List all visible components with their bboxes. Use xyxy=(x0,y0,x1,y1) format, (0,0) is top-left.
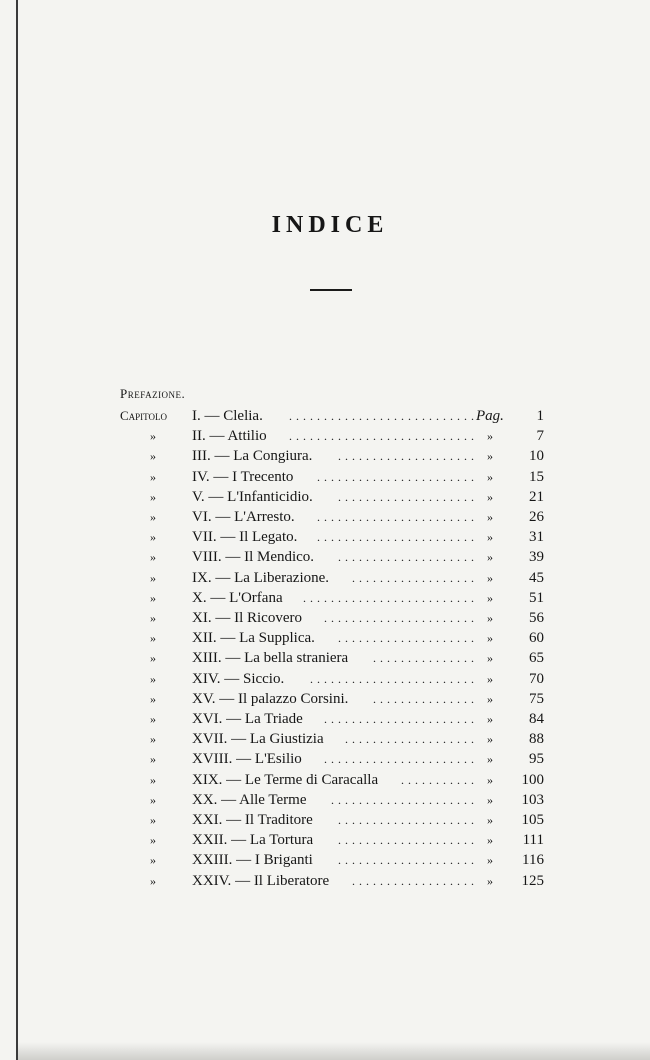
dot-leader: ............... xyxy=(373,691,478,706)
dot-leader: ........................... xyxy=(289,409,478,423)
page-ditto-mark: » xyxy=(487,449,493,464)
chapter-numeral: VIII. xyxy=(192,549,222,566)
ditto-mark: » xyxy=(150,792,156,807)
chapter-entry xyxy=(192,669,284,689)
chapter-title: Alle Terme xyxy=(239,791,307,808)
toc-row xyxy=(0,770,650,790)
chapter-entry xyxy=(192,830,313,850)
page-number: 51 xyxy=(529,589,544,606)
dot-leader: ........... xyxy=(401,772,478,787)
page-number: 75 xyxy=(529,690,544,707)
page-ditto-mark: » xyxy=(487,833,493,848)
page-number: 88 xyxy=(529,731,544,748)
toc-row xyxy=(0,588,650,608)
page-number: 116 xyxy=(522,852,544,869)
chapter-entry xyxy=(192,850,313,870)
chapter-entry xyxy=(192,628,315,648)
chapter-title: Le Terme di Caracalla xyxy=(244,771,379,788)
chapter-title: L'Arresto. xyxy=(234,509,295,525)
chapter-numeral: X. xyxy=(192,589,207,606)
chapter-title: Siccio. xyxy=(242,670,285,687)
chapter-numeral: XXIII. xyxy=(192,852,233,869)
chapter-numeral: XIX. xyxy=(192,771,223,788)
dot-leader: ....................... xyxy=(317,510,478,524)
page-number: 26 xyxy=(529,509,544,525)
ditto-mark: » xyxy=(150,510,156,524)
dot-leader: .................... xyxy=(338,489,478,504)
chapter-dash: — xyxy=(216,529,240,546)
chapter-entry xyxy=(192,790,307,810)
chapter-numeral: XVII. xyxy=(192,731,228,748)
page-ditto-mark: » xyxy=(487,813,493,827)
chapter-numeral: XV. xyxy=(192,690,216,707)
toc-row xyxy=(0,689,650,709)
page-ditto-mark: » xyxy=(487,469,493,484)
chapter-dash: — xyxy=(232,751,255,768)
dot-leader: ................... xyxy=(345,732,478,747)
chapter-dash: — xyxy=(200,408,224,424)
chapter-entry xyxy=(192,770,378,790)
chapter-dash: — xyxy=(227,832,250,849)
chapter-dash: — xyxy=(222,711,245,727)
toc-row xyxy=(0,749,650,769)
chapter-title: Il Legato. xyxy=(239,529,298,546)
dot-leader: .................... xyxy=(338,550,478,565)
chapter-dash: — xyxy=(221,549,245,566)
ditto-mark: » xyxy=(150,611,156,625)
ditto-mark: » xyxy=(150,772,156,787)
chapter-numeral: XIII. xyxy=(192,650,222,667)
chapter-title: Attilio xyxy=(227,428,267,445)
dot-leader: ..................... xyxy=(331,792,478,807)
toc-row xyxy=(0,810,650,830)
chapter-dash: — xyxy=(222,771,245,788)
pag-label: Pag. xyxy=(476,408,504,424)
chapter-dash: — xyxy=(211,509,235,525)
page-ditto-mark: » xyxy=(487,792,493,807)
title-rule xyxy=(310,289,352,291)
dot-leader: ...................... xyxy=(324,611,478,625)
chapter-entry xyxy=(192,426,267,446)
page-ditto-mark: » xyxy=(487,873,493,888)
dot-leader: .................. xyxy=(352,570,478,585)
page-number: 1 xyxy=(536,408,544,424)
toc-row xyxy=(0,507,650,527)
dot-leader: .................... xyxy=(338,813,478,827)
chapter-dash: — xyxy=(204,488,228,505)
page-number: 84 xyxy=(529,711,544,727)
ditto-mark: » xyxy=(150,469,156,484)
chapter-title: La Giustizia xyxy=(249,731,324,748)
ditto-mark: » xyxy=(150,429,156,444)
chapter-numeral: VII. xyxy=(192,529,217,546)
ditto-mark: » xyxy=(150,590,156,605)
page-ditto-mark: » xyxy=(487,550,493,565)
chapter-title: La Triade xyxy=(244,711,303,727)
page-bottom-shadow xyxy=(18,1042,650,1060)
chapter-numeral: XX. xyxy=(192,791,218,808)
chapter-entry xyxy=(192,547,314,567)
toc-row xyxy=(0,568,650,588)
chapter-title: L'Esilio xyxy=(254,751,302,768)
dot-leader: ........................... xyxy=(289,429,478,444)
page-ditto-mark: » xyxy=(487,611,493,625)
chapter-title: Clelia. xyxy=(223,408,263,424)
chapter-entry xyxy=(192,810,313,830)
ditto-mark: » xyxy=(150,691,156,706)
page-number: 65 xyxy=(529,650,544,667)
dot-leader: .................... xyxy=(338,631,478,646)
chapter-dash: — xyxy=(215,690,238,707)
ditto-mark: » xyxy=(150,489,156,504)
chapter-dash: — xyxy=(211,569,235,586)
chapter-title: L'Orfana xyxy=(229,589,283,606)
toc-row xyxy=(0,608,650,628)
dot-leader: ........................ xyxy=(310,671,478,686)
dot-leader: ....................... xyxy=(317,530,478,545)
chapter-numeral: III. xyxy=(192,448,211,465)
page-ditto-mark: » xyxy=(487,691,493,706)
toc-row xyxy=(0,729,650,749)
chapter-dash: — xyxy=(232,852,255,869)
page-number: 21 xyxy=(529,488,544,505)
chapter-title: La Tortura xyxy=(249,832,314,849)
dot-leader: ......................... xyxy=(303,590,478,605)
page-ditto-mark: » xyxy=(487,429,493,444)
toc-row xyxy=(0,547,650,567)
page-number: 45 xyxy=(529,569,544,586)
chapter-entry xyxy=(192,568,329,588)
page-number: 60 xyxy=(529,630,544,647)
chapter-dash: — xyxy=(220,670,243,687)
page-ditto-mark: » xyxy=(487,530,493,545)
page-number: 111 xyxy=(522,832,544,849)
chapter-entry xyxy=(192,689,348,709)
chapter-title: I Briganti xyxy=(254,852,313,869)
page-number: 125 xyxy=(521,872,544,889)
dot-leader: .................. xyxy=(352,873,478,888)
chapter-dash: — xyxy=(205,428,228,445)
ditto-mark: » xyxy=(150,853,156,868)
page-number: 95 xyxy=(529,751,544,768)
dot-leader: ............... xyxy=(373,651,478,666)
chapter-entry xyxy=(192,467,293,487)
dot-leader: ...................... xyxy=(324,752,478,767)
chapter-entry xyxy=(192,507,295,527)
toc-row xyxy=(0,871,650,891)
chapter-entry xyxy=(192,406,263,426)
chapter-dash: — xyxy=(221,650,245,667)
ditto-mark: » xyxy=(150,873,156,888)
chapter-title: Il Traditore xyxy=(244,812,313,828)
chapter-title: Il palazzo Corsini. xyxy=(237,690,349,707)
chapter-numeral: XI. xyxy=(192,610,212,626)
chapter-entry xyxy=(192,608,302,628)
toc-row xyxy=(0,648,650,668)
chapter-dash: — xyxy=(216,630,240,647)
toc-row xyxy=(0,850,650,870)
chapter-entry xyxy=(192,709,303,729)
chapter-numeral: VI. xyxy=(192,509,212,525)
chapter-dash: — xyxy=(211,610,235,626)
page-ditto-mark: » xyxy=(487,631,493,646)
chapter-numeral: II. xyxy=(192,428,206,445)
page-number: 31 xyxy=(529,529,544,546)
ditto-mark: » xyxy=(150,530,156,545)
page-ditto-mark: » xyxy=(487,510,493,524)
chapter-label: Capitolo xyxy=(120,408,168,423)
chapter-numeral: V. xyxy=(192,488,205,505)
chapter-title: I Trecento xyxy=(232,468,294,485)
chapter-entry xyxy=(192,588,283,608)
chapter-entry xyxy=(192,749,302,769)
page-number: 105 xyxy=(521,812,544,828)
ditto-mark: » xyxy=(150,813,156,827)
chapter-dash: — xyxy=(210,448,234,465)
chapter-numeral: XVIII. xyxy=(192,751,233,768)
chapter-title: La bella straniera xyxy=(244,650,349,667)
toc-row xyxy=(0,669,650,689)
chapter-dash: — xyxy=(231,872,254,889)
page-number: 70 xyxy=(529,670,544,687)
ditto-mark: » xyxy=(150,752,156,767)
page-number: 10 xyxy=(529,448,544,465)
ditto-mark: » xyxy=(150,631,156,646)
chapter-dash: — xyxy=(206,589,230,606)
page-number: 103 xyxy=(521,791,544,808)
toc-row xyxy=(0,426,650,446)
toc-row xyxy=(0,446,650,466)
page-ditto-mark: » xyxy=(487,772,493,787)
chapter-title: La Liberazione. xyxy=(234,569,330,586)
toc-row xyxy=(0,628,650,648)
page-number: 39 xyxy=(529,549,544,566)
page-number: 7 xyxy=(536,428,544,445)
chapter-numeral: XII. xyxy=(192,630,217,647)
chapter-numeral: XXIV. xyxy=(192,872,232,889)
page-ditto-mark: » xyxy=(487,590,493,605)
chapter-entry xyxy=(192,487,313,507)
chapter-numeral: XIV. xyxy=(192,670,221,687)
index-title: INDICE xyxy=(271,212,389,238)
page-ditto-mark: » xyxy=(487,489,493,504)
chapter-dash: — xyxy=(227,731,250,748)
page-number: 100 xyxy=(521,771,544,788)
chapter-title: Il Ricovero xyxy=(234,610,302,626)
chapter-title: La Congiura. xyxy=(233,448,313,465)
chapter-title: Il Mendico. xyxy=(244,549,315,566)
ditto-mark: » xyxy=(150,712,156,726)
chapter-numeral: IX. xyxy=(192,569,212,586)
page-ditto-mark: » xyxy=(487,671,493,686)
page-number: 56 xyxy=(529,610,544,626)
toc-row xyxy=(0,790,650,810)
page-number: 15 xyxy=(529,468,544,485)
toc-row xyxy=(0,527,650,547)
ditto-mark: » xyxy=(150,570,156,585)
ditto-mark: » xyxy=(150,833,156,848)
preface-entry: Prefazione. xyxy=(120,386,186,401)
dot-leader: .................... xyxy=(338,833,478,848)
toc-row xyxy=(0,830,650,850)
chapter-title: Il Liberatore xyxy=(253,872,330,889)
chapter-entry xyxy=(192,871,329,891)
ditto-mark: » xyxy=(150,449,156,464)
dot-leader: .................... xyxy=(338,853,478,868)
chapter-numeral: XXII. xyxy=(192,832,228,849)
chapter-numeral: IV. xyxy=(192,468,210,485)
chapter-numeral: I. xyxy=(192,408,201,424)
page-ditto-mark: » xyxy=(487,651,493,666)
page-ditto-mark: » xyxy=(487,853,493,868)
ditto-mark: » xyxy=(150,651,156,666)
ditto-mark: » xyxy=(150,550,156,565)
chapter-numeral: XXI. xyxy=(192,812,223,828)
chapter-numeral: XVI. xyxy=(192,711,223,727)
dot-leader: ...................... xyxy=(324,712,478,726)
chapter-entry xyxy=(192,648,348,668)
ditto-mark: » xyxy=(150,732,156,747)
toc-row xyxy=(0,487,650,507)
chapter-dash: — xyxy=(209,468,233,485)
chapter-entry xyxy=(192,446,312,466)
dot-leader: .................... xyxy=(338,449,478,464)
toc-row xyxy=(0,406,650,426)
page-ditto-mark: » xyxy=(487,712,493,726)
page-ditto-mark: » xyxy=(487,732,493,747)
toc-row xyxy=(0,709,650,729)
page-ditto-mark: » xyxy=(487,752,493,767)
chapter-dash: — xyxy=(222,812,245,828)
chapter-entry xyxy=(192,527,297,547)
dot-leader: ....................... xyxy=(317,469,478,484)
ditto-mark: » xyxy=(150,671,156,686)
chapter-title: La Supplica. xyxy=(239,630,315,647)
toc-row xyxy=(0,467,650,487)
page-ditto-mark: » xyxy=(487,570,493,585)
chapter-title: L'Infanticidio. xyxy=(227,488,313,505)
chapter-entry xyxy=(192,729,324,749)
chapter-dash: — xyxy=(217,791,240,808)
